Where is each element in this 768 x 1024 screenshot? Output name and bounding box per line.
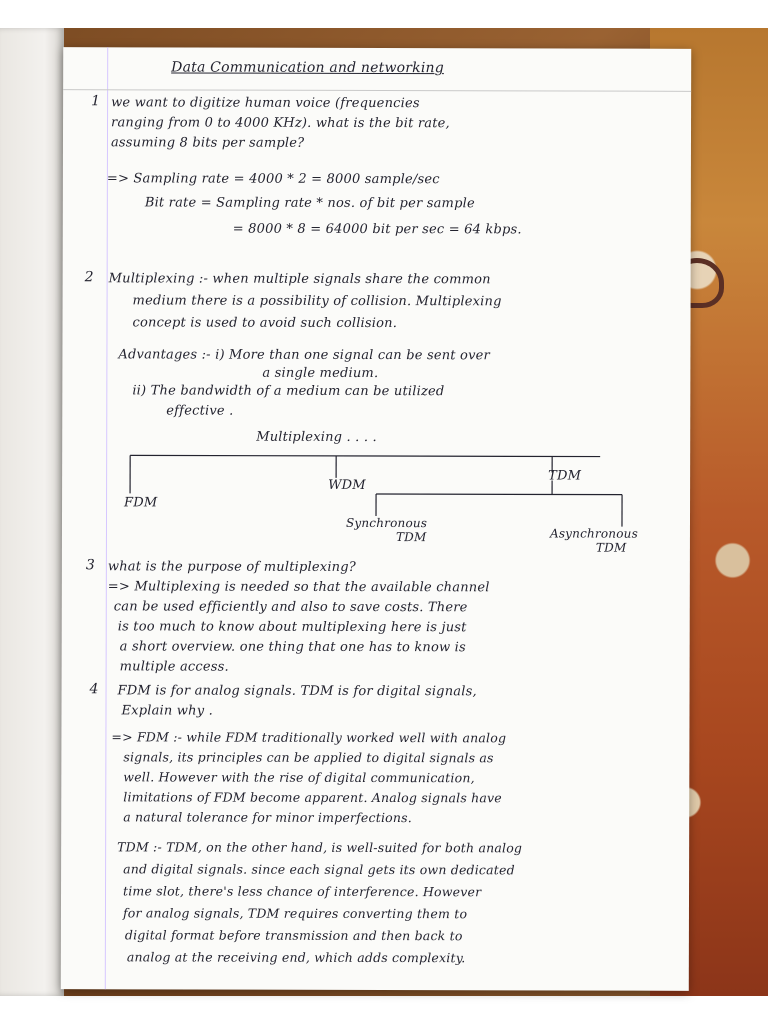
q4-tdm-2: and digital signals. since each signal gets its own dedicated bbox=[123, 861, 515, 878]
q3-line-1: what is the purpose of multiplexing? bbox=[107, 559, 356, 575]
tree-fdm: FDM bbox=[124, 495, 158, 511]
q2-line-1: Multiplexing :- when multiple signals share the common bbox=[108, 271, 491, 288]
q1-line-1: we want to digitize human voice (frequencies bbox=[111, 95, 420, 112]
tree-async: Asynchronous bbox=[549, 526, 638, 541]
tree-wdm: WDM bbox=[328, 477, 366, 493]
q4-tdm-1: TDM :- TDM, on the other hand, is well-suited for both analog bbox=[117, 839, 523, 856]
q4-tdm-6: analog at the receiving end, which adds complexity. bbox=[126, 949, 466, 966]
q3-line-2: => Multiplexing is needed so that the available channel bbox=[107, 579, 490, 596]
q1-line-2: ranging from 0 to 4000 KHz). what is the bit rate, bbox=[111, 115, 450, 132]
q4-tdm-4: for analog signals, TDM requires converting them to bbox=[122, 905, 468, 922]
q2-adv-3: ii) The bandwidth of a medium can be utilized bbox=[132, 383, 445, 400]
q3-line-3: can be used efficiently and also to save costs. There bbox=[113, 599, 468, 616]
tree-tdm: TDM bbox=[548, 468, 582, 484]
q4-fdm-4: limitations of FDM become apparent. Analog signals have bbox=[123, 789, 502, 806]
tree-sync: Synchronous bbox=[345, 515, 428, 531]
q1-number: 1 bbox=[91, 93, 101, 110]
tree-async-tdm: TDM bbox=[595, 540, 627, 555]
q3-line-5: a short overview. one thing that one has to know is bbox=[119, 639, 466, 656]
q4-fdm-2: signals, its principles can be applied to digital signals as bbox=[123, 749, 494, 766]
margin-line bbox=[105, 47, 108, 989]
title-rule bbox=[63, 89, 691, 92]
q2-adv-4: effective . bbox=[166, 403, 234, 419]
notebook-page bbox=[61, 47, 691, 991]
q2-adv-2: a single medium. bbox=[262, 365, 379, 382]
q2-number: 2 bbox=[84, 269, 94, 286]
q4-tdm-3: time slot, there's less chance of interference. However bbox=[123, 883, 482, 900]
q4-fdm-3: well. However with the rise of digital communication, bbox=[123, 769, 475, 786]
q3-line-6: multiple access. bbox=[119, 659, 229, 675]
q1-line-3: assuming 8 bits per sample? bbox=[110, 135, 305, 151]
q3-line-4: is too much to know about multiplexing here is just bbox=[117, 619, 467, 636]
q2-line-2: medium there is a possibility of collision. Multiplexing bbox=[132, 293, 502, 310]
q2-adv-1: Advantages :- i) More than one signal can be sent over bbox=[118, 347, 490, 364]
q1-answer-1: => Sampling rate = 4000 * 2 = 8000 sample/sec bbox=[106, 171, 440, 188]
q3-number: 3 bbox=[85, 557, 95, 574]
q2-line-3: concept is used to avoid such collision. bbox=[132, 315, 398, 332]
notebook-left-page bbox=[0, 28, 64, 996]
tree-root: Multiplexing . . . . bbox=[256, 429, 377, 446]
q4-fdm-1: => FDM :- while FDM traditionally worked well with analog bbox=[111, 729, 507, 746]
q4-fdm-5: a natural tolerance for minor imperfections. bbox=[123, 809, 412, 826]
q1-answer-3: = 8000 * 8 = 64000 bit per sec = 64 kbps. bbox=[232, 221, 522, 238]
q4-tdm-5: digital format before transmission and then back to bbox=[124, 927, 463, 944]
q4-line-2: Explain why . bbox=[121, 703, 213, 719]
tree-sync-tdm: TDM bbox=[395, 530, 427, 545]
page-title: Data Communication and networking bbox=[171, 59, 444, 77]
q1-answer-2: Bit rate = Sampling rate * nos. of bit per sample bbox=[144, 195, 475, 212]
q4-line-1: FDM is for analog signals. TDM is for digital signals, bbox=[117, 683, 477, 700]
q4-number: 4 bbox=[89, 681, 99, 698]
